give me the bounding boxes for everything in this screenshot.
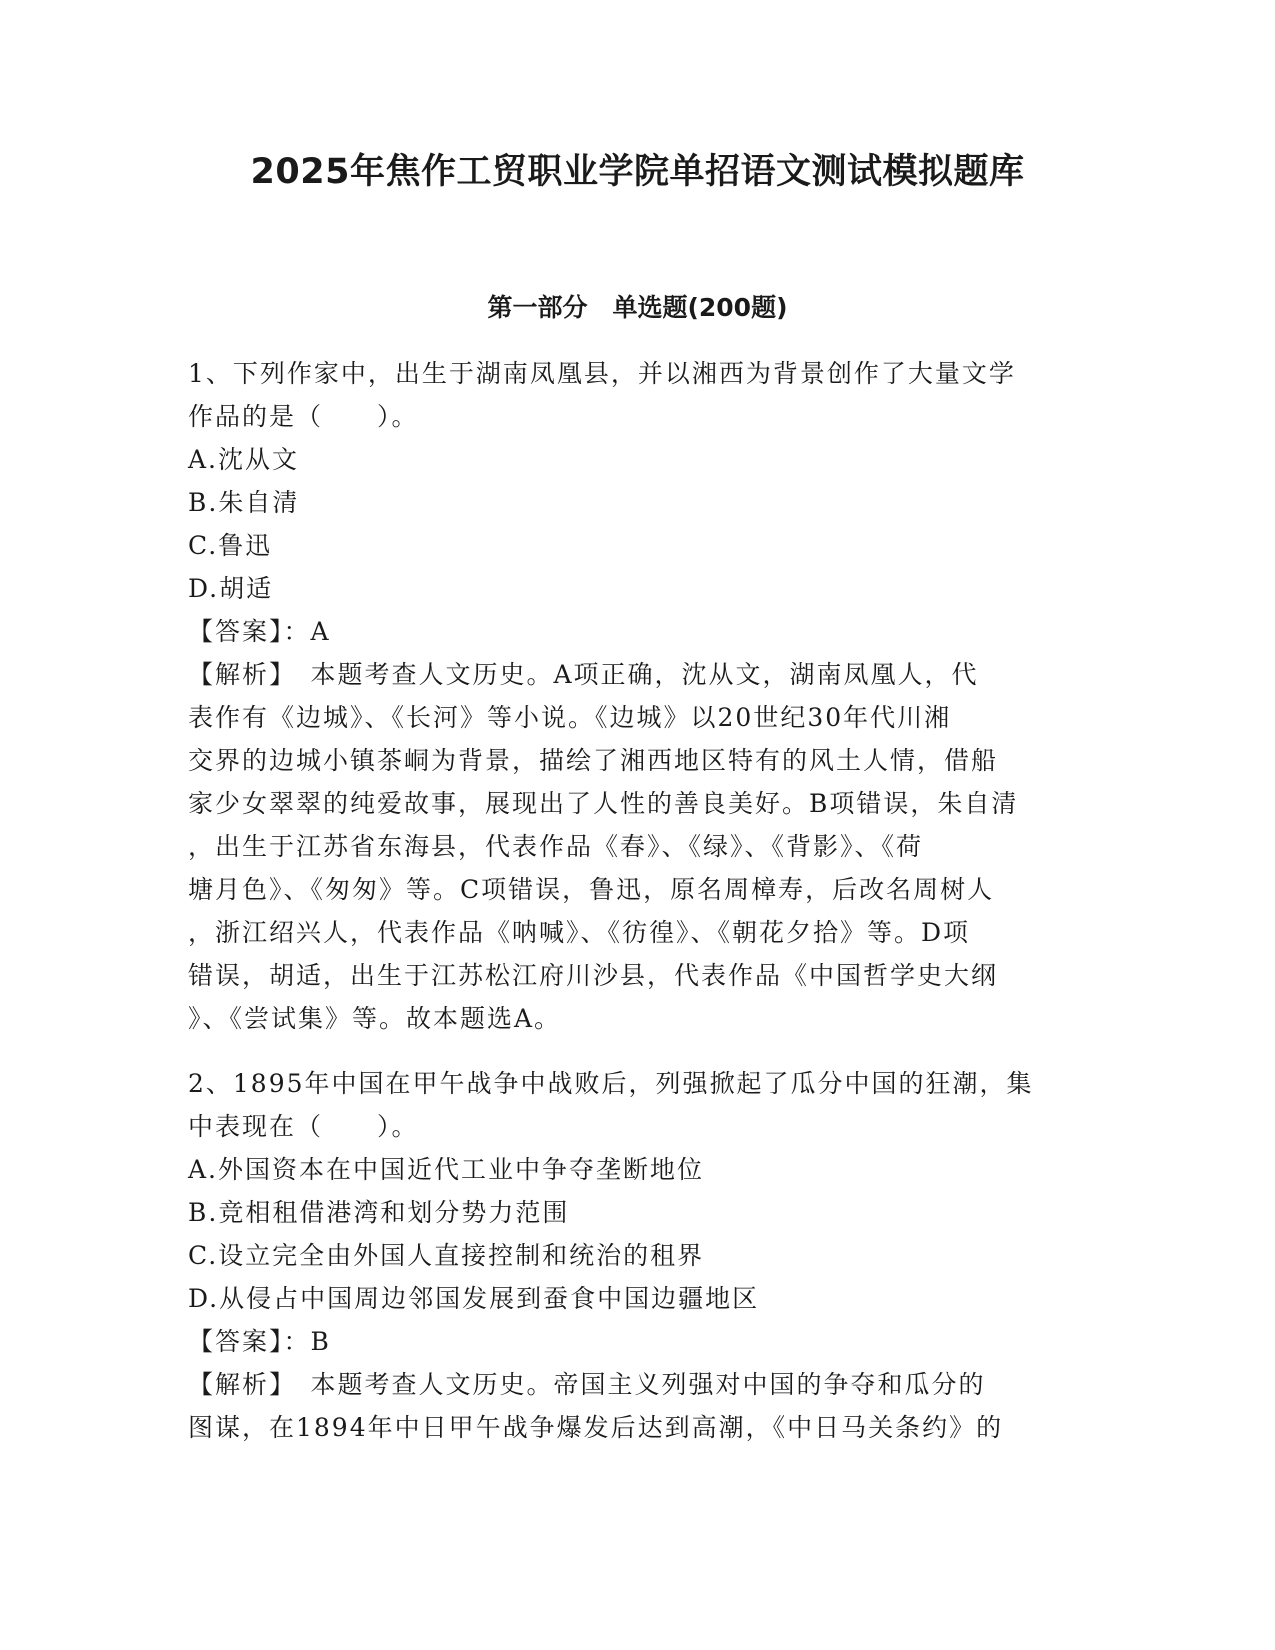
option-a: A.沈从文: [188, 445, 300, 474]
option-d: D.胡适: [188, 574, 274, 603]
document-title: 2025年焦作工贸职业学院单招语文测试模拟题库: [250, 152, 1025, 192]
explanation-line: 表作有《边城》、《长河》等小说。《边城》以20世纪30年代川湘: [188, 703, 952, 732]
question-stem-line: 2、1895年中国在甲午战争中战败后，列强掀起了瓜分中国的狂潮，集: [188, 1069, 1034, 1098]
answer-line: 【答案】：B: [188, 1327, 331, 1356]
option-b: B.朱自清: [188, 488, 300, 517]
question-stem-line: 1、下列作家中，出生于湖南凤凰县，并以湘西为背景创作了大量文学: [188, 359, 1016, 388]
option-c: C.鲁迅: [188, 531, 273, 560]
question-2: [188, 1062, 1083, 1449]
explanation: [188, 653, 1083, 1040]
question-stem-line: 作品的是（ ）。: [188, 402, 419, 431]
option-a: A.外国资本在中国近代工业中争夺垄断地位: [188, 1155, 705, 1184]
explanation-line: 》、《尝试集》等。故本题选A。: [188, 1004, 562, 1033]
explanation-line: ，浙江绍兴人，代表作品《呐喊》、《彷徨》、《朝花夕拾》等。D项: [188, 918, 971, 947]
option-c: C.设立完全由外国人直接控制和统治的租界: [188, 1241, 705, 1270]
answer-line: 【答案】：A: [188, 617, 331, 646]
option-d: D.从侵占中国周边邻国发展到蚕食中国边疆地区: [188, 1284, 760, 1313]
section-heading: 第一部分 单选题(200题): [487, 293, 788, 322]
explanation-line: 错误，胡适，出生于江苏松江府川沙县，代表作品《中国哲学史大纲: [188, 961, 999, 990]
explanation-line: 交界的边城小镇茶峒为背景，描绘了湘西地区特有的风土人情，借船: [188, 746, 999, 775]
question-stem: [188, 1062, 1083, 1148]
explanation: [188, 1363, 1083, 1449]
explanation-line: ，出生于江苏省东海县，代表作品《春》、《绿》、《背影》、《荷: [188, 832, 924, 861]
question-stem-line: 中表现在（ ）。: [188, 1112, 419, 1141]
option-b: B.竞相租借港湾和划分势力范围: [188, 1198, 570, 1227]
question-1: [188, 352, 1083, 1040]
explanation-line: 家少女翠翠的纯爱故事，展现出了人性的善良美好。B项错误，朱自清: [188, 789, 1019, 818]
explanation-line: 图谋，在1894年中日甲午战争爆发后达到高潮，《中日马关条约》的: [188, 1413, 1004, 1442]
explanation-line: 【解析】 本题考查人文历史。A项正确，沈从文，湖南凤凰人，代: [188, 660, 979, 689]
question-stem: [188, 352, 1083, 438]
explanation-line: 塘月色》、《匆匆》等。C项错误，鲁迅，原名周樟寿，后改名周树人: [188, 875, 995, 904]
explanation-line: 【解析】 本题考查人文历史。帝国主义列强对中国的争夺和瓜分的: [188, 1370, 986, 1399]
